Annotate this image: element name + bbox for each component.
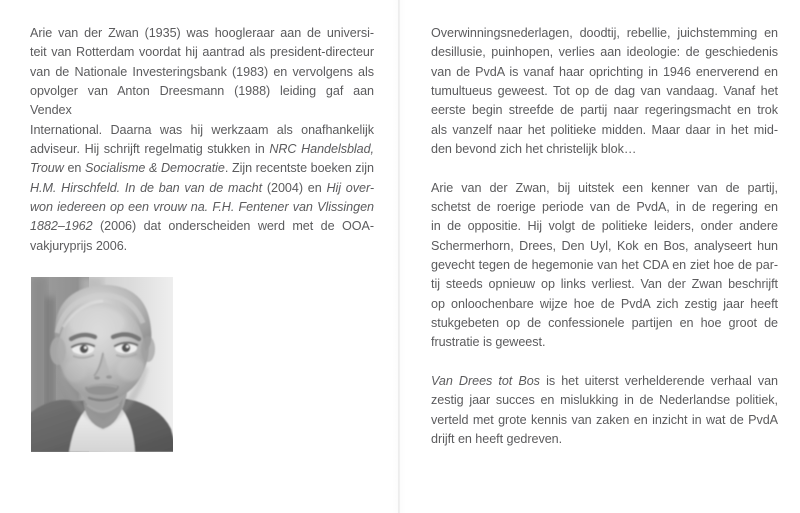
text-run: Arie van der Zwan, bij uitstek een kenner van de partij, <box>431 180 778 195</box>
text-line <box>30 217 374 236</box>
text-run: den bevond zich het christelijk blok… <box>431 142 637 157</box>
text-run: van de Nationale Investeringsbank (1983) en vervolgens als <box>30 64 374 79</box>
text-run: (2006) dat onderscheiden werd met de OOA- <box>92 219 374 234</box>
text-run: en <box>63 161 85 176</box>
text-run: gevecht tegen de hegemonie van het CDA en ziet hoe de par- <box>431 258 778 273</box>
text-run: Schermerhorn, Drees, Den Uyl, Kok en Bos, analyseert hun <box>431 238 778 253</box>
text-line <box>431 43 778 62</box>
text-run: Overwinningsnederlagen, doodtij, rebellie, juichstemming en <box>431 26 778 40</box>
paragraph-blurb-1 <box>431 24 778 159</box>
text-line <box>30 121 374 140</box>
right-page-text-column <box>431 24 778 449</box>
text-run: (2004) en <box>262 180 327 195</box>
italic-title-run: 1882–1962 <box>30 219 93 234</box>
text-line <box>431 333 778 352</box>
text-line <box>431 82 778 101</box>
italic-title-run: Socialisme & Democratie <box>84 161 225 176</box>
paragraph-author-bio <box>30 24 378 256</box>
text-line <box>30 63 374 82</box>
text-run: opvolger van Anton Dreesmann (1988) leiding gaf aan Vendex <box>30 84 378 118</box>
text-line <box>30 24 374 43</box>
text-line <box>431 217 778 236</box>
text-line <box>431 372 778 391</box>
author-portrait <box>31 277 173 452</box>
text-line <box>30 179 374 198</box>
text-run: . Zijn recentste boeken zijn <box>224 161 374 176</box>
italic-title-run: Trouw <box>30 161 64 176</box>
author-portrait-image <box>31 277 173 452</box>
text-run: van de PvdA is vanaf haar oprichting in 1946 enerverend en <box>431 64 778 79</box>
text-line <box>30 82 378 121</box>
text-run: tumultueus geweest. Tot op de dag van vandaag. Vanaf het <box>431 84 778 99</box>
text-line <box>30 159 374 178</box>
text-run: stukgebeten op de confessionele partijen en hoe groot de <box>431 316 778 331</box>
text-line <box>431 430 778 449</box>
paragraph-blurb-3 <box>431 372 778 449</box>
text-run: als vanzelf naar het politieke midden. Maar daar in het mid- <box>431 122 778 137</box>
text-run: verteld met grote kennis van zaken en inzicht in wat de PvdA <box>431 412 778 427</box>
text-run: desillusie, puinhopen, verlies aan ideologie: de geschiedenis <box>431 45 778 60</box>
italic-title-run: Van Drees tot Bos <box>431 374 540 389</box>
text-run: in de oppositie. Hij volgt de politieke leiders, onder andere <box>431 219 778 234</box>
text-run: International. Daarna was hij werkzaam als onafhankelijk <box>30 122 374 137</box>
text-run: tij steeds opnieuw op links verliest. Van der Zwan beschrijft <box>431 277 778 292</box>
text-line <box>431 101 778 120</box>
text-run: eerste begin streefde de partij naar regeringsmacht en trok <box>431 103 778 118</box>
text-run: frustratie is geweest. <box>431 335 546 350</box>
italic-title-run: Hij over- <box>326 180 375 195</box>
text-line <box>431 121 778 140</box>
text-line <box>431 391 778 410</box>
text-line <box>431 237 778 256</box>
text-line <box>431 24 778 43</box>
text-run: teit van Rotterdam voordat hij aantrad als president-directeur <box>30 45 374 60</box>
text-line <box>431 63 778 82</box>
text-line <box>30 198 374 217</box>
text-run: is het uiterst verhelderende verhaal van <box>539 374 778 389</box>
text-run: schetst de roerige periode van de PvdA, in de regering en <box>431 200 778 215</box>
text-run: drijft en heeft gedreven. <box>431 432 563 447</box>
text-line <box>431 275 778 294</box>
left-page-text-column <box>30 24 378 256</box>
text-line <box>30 237 374 256</box>
text-line <box>30 140 374 159</box>
italic-title-run: NRC Handelsblad, <box>269 142 375 157</box>
paragraph-blurb-2 <box>431 179 778 353</box>
text-line <box>431 314 778 333</box>
text-line <box>30 43 374 62</box>
text-line <box>431 179 778 198</box>
italic-title-run: won iedereen op een vrouw na. F.H. Fentener van Vlissingen <box>30 200 374 215</box>
text-run: adviseur. Hij schrijft regelmatig stukken in <box>30 142 270 157</box>
text-line <box>431 198 778 217</box>
text-line <box>431 256 778 275</box>
text-line <box>431 411 778 430</box>
text-line <box>431 295 778 314</box>
text-run: op onloochenbare wijze hoe de PvdA zich zestig jaar heeft <box>431 296 778 311</box>
text-line <box>431 140 778 159</box>
italic-title-run: H.M. Hirschfeld. In de ban van de macht <box>30 180 263 195</box>
text-run: vakjuryprijs 2006. <box>30 238 128 253</box>
text-run: zestig jaar succes en mislukking in de Nederlandse politiek, <box>431 393 778 408</box>
gutter-divider <box>398 0 400 513</box>
text-run: Arie van der Zwan (1935) was hoogleraar aan de universi- <box>30 26 374 40</box>
